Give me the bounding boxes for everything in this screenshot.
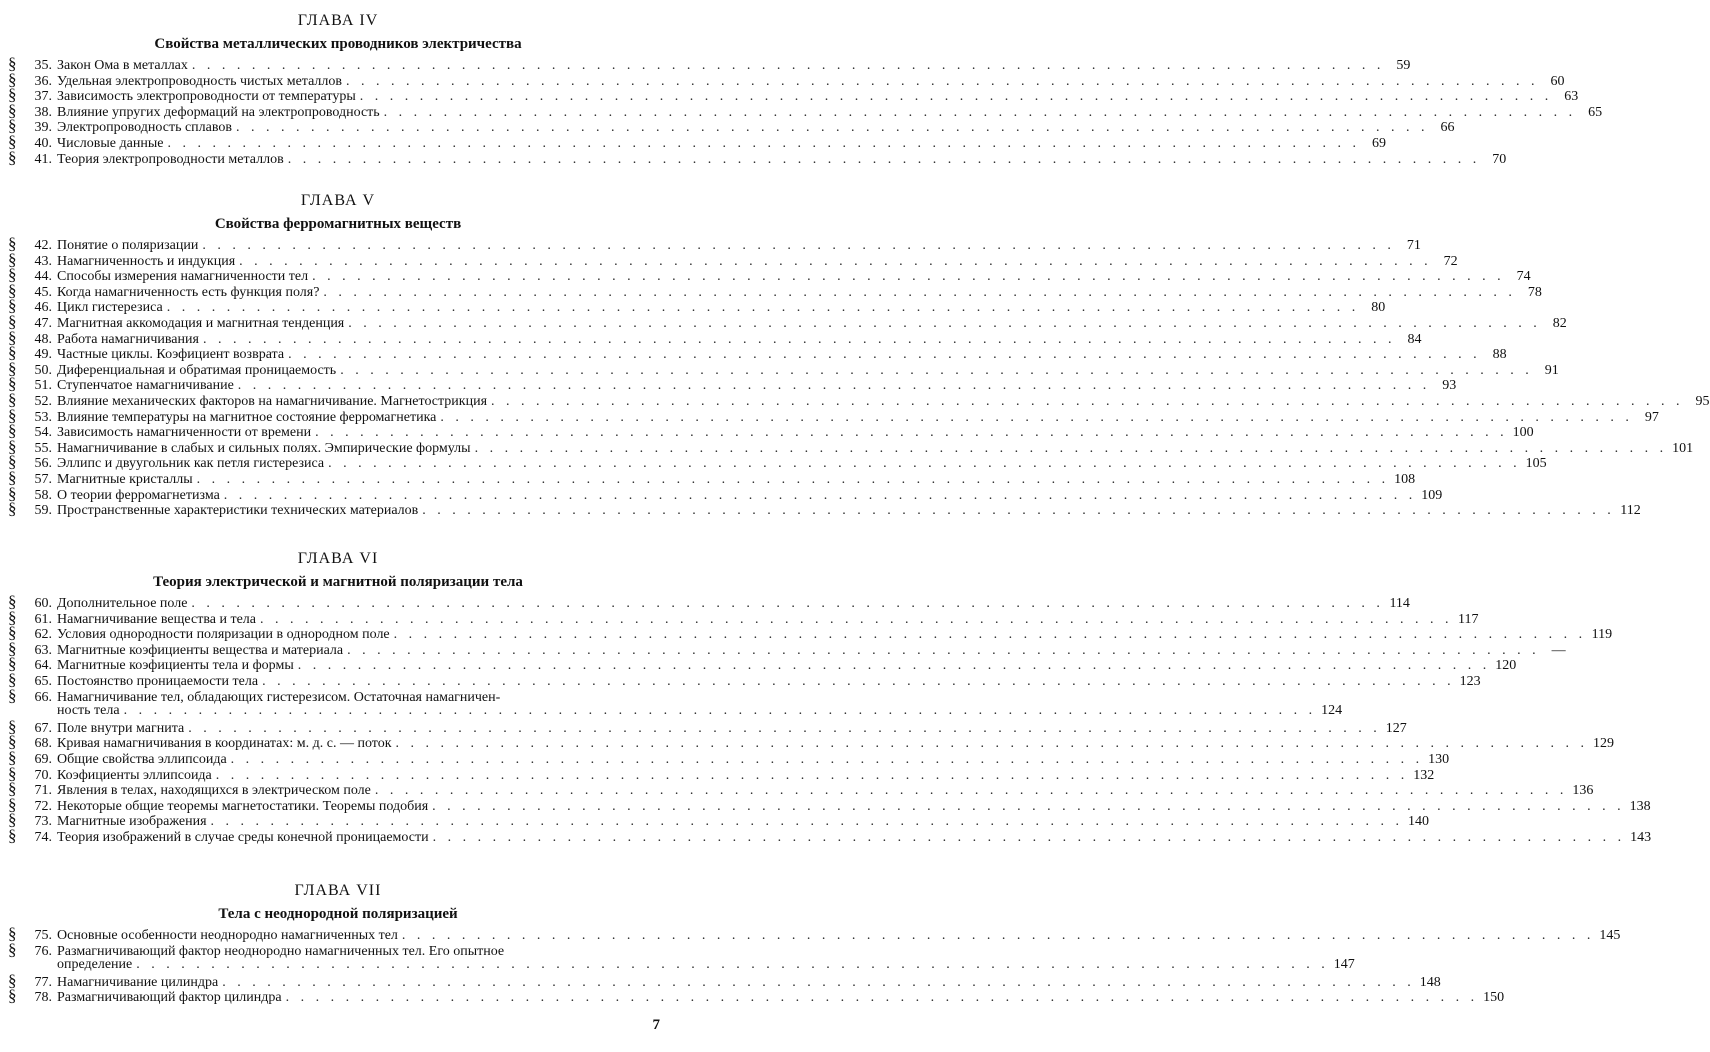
- dot-leader: . . . . . . . . . . . . . . . . . . . . . . . . . . . . . . . . . . . . . . . . . . . . . . . . . . . . . . . . . . . . . . . . . . . . . . . . . . . . . . . .: [491, 393, 1684, 409]
- entry-title: Коэфициенты эллипсоида: [57, 767, 212, 783]
- dot-leader: . . . . . . . . . . . . . . . . . . . . . . . . . . . . . . . . . . . . . . . . . . . . . . . . . . . . . . . . . . . . . . . . . . . . . . . . . . . . . . . .: [166, 300, 1360, 316]
- toc-entry[interactable]: [8, 638, 1566, 658]
- section-sign: §: [8, 669, 17, 689]
- entry-page: 84: [1407, 331, 1422, 347]
- entry-title: Пространственные характеристики технических материалов: [57, 503, 419, 519]
- entry-title: Кривая намагничивания в координатах: м. д. с. — поток: [57, 736, 392, 752]
- toc-entry[interactable]: [8, 483, 1443, 503]
- entry-page: 70: [1492, 151, 1507, 167]
- toc-entry[interactable]: [8, 131, 1386, 151]
- entry-title: Основные особенности неоднородно намагниченных тел: [57, 928, 398, 943]
- toc-entry[interactable]: [8, 343, 1507, 363]
- entry-page: 95: [1695, 393, 1710, 409]
- dot-leader: . . . . . . . . . . . . . . . . . . . . . . . . . . . . . . . . . . . . . . . . . . . . . . . . . . . . . . . . . . . . . . . . . . . . . . . . . . . . . . . .: [191, 596, 1384, 611]
- chapter-block: [0, 548, 1652, 845]
- entry-title: Теория изображений в случае среды конечной проницаемости: [57, 829, 429, 845]
- entry-page: 109: [1421, 487, 1443, 503]
- dot-leader: . . . . . . . . . . . . . . . . . . . . . . . . . . . . . . . . . . . . . . . . . . . . . . . . . . . . . . . . . . . . . . . . . . . . . . . . . . . . . . . .: [223, 487, 1417, 503]
- toc-entry[interactable]: [8, 389, 1710, 409]
- dot-leader: . . . . . . . . . . . . . . . . . . . . . . . . . . . . . . . . . . . . . . . . . . . . . . . . . . . . . . . . . . . . . . . . . . . . . . . . . . . . . . . .: [235, 120, 1429, 136]
- dot-leader: . . . . . . . . . . . . . . . . . . . . . . . . . . . . . . . . . . . . . . . . . . . . . . . . . . . . . . . . . . . . . . . . . . . . . . . . . . . . . . . .: [347, 642, 1540, 658]
- section-sign: §: [8, 638, 17, 658]
- toc-entry[interactable]: [8, 436, 1694, 456]
- entry-title: Намагничивание вещества и тела: [57, 611, 256, 627]
- section-sign: §: [8, 467, 17, 487]
- entry-title: Способы измерения намагниченности тел: [57, 269, 309, 285]
- entry-number: 47.: [34, 315, 52, 331]
- chapter-title: Тела с неоднородной поляризацией: [218, 906, 458, 922]
- section-sign: §: [8, 100, 17, 120]
- toc-entry[interactable]: [8, 732, 1615, 752]
- entry-number: 56.: [34, 456, 52, 472]
- section-sign: §: [8, 249, 17, 269]
- toc-entry[interactable]: [8, 924, 1621, 943]
- entry-page: —: [1551, 642, 1566, 658]
- entry-title: Влияние механических факторов на намагничивание. Магнетострикция: [57, 393, 488, 409]
- section-sign: §: [8, 147, 17, 167]
- entry-number: 69.: [34, 751, 52, 767]
- toc-entry[interactable]: [8, 327, 1422, 347]
- entry-page: 74: [1516, 269, 1531, 285]
- dot-leader: . . . . . . . . . . . . . . . . . . . . . . . . . . . . . . . . . . . . . . . . . . . . . . . . . . . . . . . . . . . . . . . . . . . . . . . . . . . . . . . .: [262, 673, 1455, 689]
- section-sign: §: [8, 685, 17, 705]
- entry-title: Намагниченность и индукция: [57, 253, 236, 269]
- toc-entry[interactable]: [8, 85, 1579, 105]
- entry-title: Размагничивающий фактор цилиндра: [57, 990, 282, 1006]
- entry-number: 51.: [34, 378, 52, 394]
- entry-number: 65.: [34, 673, 52, 689]
- dot-leader: . . . . . . . . . . . . . . . . . . . . . . . . . . . . . . . . . . . . . . . . . . . . . . . . . . . . . . . . . . . . . . . . . . . . . . . . . . . . . . . .: [474, 440, 1668, 456]
- section-sign: §: [8, 69, 17, 89]
- toc-entry[interactable]: [8, 452, 1547, 472]
- section-sign: §: [8, 716, 17, 736]
- dot-leader: . . . . . . . . . . . . . . . . . . . . . . . . . . . . . . . . . . . . . . . . . . . . . . . . . . . . . . . . . . . . . . . . . . . . . . . . . . . . . . . .: [359, 89, 1553, 105]
- entry-number: 73.: [34, 814, 52, 830]
- section-sign: §: [8, 970, 17, 990]
- entry-number: 72.: [34, 798, 52, 814]
- chapter-title: Свойства металлических проводников электричества: [154, 36, 522, 52]
- entry-page: 140: [1408, 814, 1430, 830]
- dot-leader: . . . . . . . . . . . . . . . . . . . . . . . . . . . . . . . . . . . . . . . . . . . . . . . . . . . . . . . . . . . . . . . . . . . . . . . . . . . . . . . .: [136, 957, 1329, 973]
- entry-title: Общие свойства эллипсоида: [57, 751, 227, 767]
- chapter-block: [0, 10, 1603, 167]
- section-sign: §: [8, 327, 17, 347]
- entry-number: 49.: [34, 347, 52, 363]
- entry-number: 37.: [34, 89, 52, 105]
- entry-page: 132: [1413, 767, 1435, 783]
- entry-page: 91: [1544, 362, 1559, 378]
- toc-entry[interactable]: [8, 607, 1479, 627]
- entry-title: Магнитная аккомодация и магнитная тенденция: [57, 315, 345, 331]
- dot-leader: . . . . . . . . . . . . . . . . . . . . . . . . . . . . . . . . . . . . . . . . . . . . . . . . . . . . . . . . . . . . . . . . . . . . . . . . . . . . . . . .: [188, 720, 1381, 736]
- entry-title-continued: ность тела: [57, 703, 120, 719]
- entry-number: 39.: [34, 120, 52, 136]
- entry-number: 57.: [34, 471, 52, 487]
- entry-page: 82: [1552, 315, 1567, 331]
- dot-leader: . . . . . . . . . . . . . . . . . . . . . . . . . . . . . . . . . . . . . . . . . . . . . . . . . . . . . . . . . . . . . . . . . . . . . . . . . . . . . . . .: [191, 58, 1385, 73]
- toc-entry[interactable]: [8, 654, 1517, 674]
- section-sign: §: [8, 405, 17, 425]
- entry-page: 147: [1333, 957, 1355, 973]
- entry-list: [0, 234, 1710, 519]
- toc-entry[interactable]: [8, 234, 1421, 253]
- section-sign: §: [8, 794, 17, 814]
- section-sign: §: [8, 116, 17, 136]
- entry-page: 100: [1512, 425, 1534, 441]
- entry-number: 45.: [34, 284, 52, 300]
- dot-leader: . . . . . . . . . . . . . . . . . . . . . . . . . . . . . . . . . . . . . . . . . . . . . . . . . . . . . . . . . . . . . . . . . . . . . . . . . . . . . . . .: [323, 284, 1516, 300]
- dot-leader: . . . . . . . . . . . . . . . . . . . . . . . . . . . . . . . . . . . . . . . . . . . . . . . . . . . . . . . . . . . . . . . . . . . . . . . . . . . . . . . .: [440, 409, 1633, 425]
- toc-entry[interactable]: [8, 825, 1652, 845]
- entry-number: 46.: [34, 300, 52, 316]
- toc-entry[interactable]: [8, 763, 1435, 783]
- entry-number: 68.: [34, 736, 52, 752]
- entry-number: 76.: [34, 943, 52, 959]
- section-sign: §: [8, 85, 17, 105]
- toc-entry[interactable]: [8, 249, 1458, 269]
- entry-number: 42.: [34, 238, 52, 253]
- section-sign: §: [8, 452, 17, 472]
- entry-page: 108: [1394, 471, 1416, 487]
- entry-title: Магнитные изображения: [57, 814, 207, 830]
- entry-page: 101: [1672, 440, 1694, 456]
- entry-page: 105: [1525, 456, 1547, 472]
- entry-title: Числовые данные: [57, 135, 164, 151]
- entry-number: 41.: [34, 151, 52, 167]
- entry-page: 120: [1495, 658, 1517, 674]
- dot-leader: . . . . . . . . . . . . . . . . . . . . . . . . . . . . . . . . . . . . . . . . . . . . . . . . . . . . . . . . . . . . . . . . . . . . . . . . . . . . . . . .: [287, 151, 1481, 167]
- section-sign: §: [8, 311, 17, 331]
- entry-title: Теория электропроводности металлов: [57, 151, 284, 167]
- entry-title: Магнитные кристаллы: [57, 471, 193, 487]
- chapter-heading: ГЛАВА IV: [297, 12, 379, 29]
- entry-number: 67.: [34, 720, 52, 736]
- toc-entry[interactable]: [8, 499, 1641, 519]
- dot-leader: . . . . . . . . . . . . . . . . . . . . . . . . . . . . . . . . . . . . . . . . . . . . . . . . . . . . . . . . . . . . . . . . . . . . . . . . . . . . . . . .: [123, 703, 1317, 719]
- entry-number: 66.: [34, 689, 52, 705]
- entry-title: Зависимость электропроводности от температуры: [57, 89, 356, 105]
- chapter-heading: ГЛАВА VI: [297, 550, 379, 567]
- entry-page: 145: [1599, 928, 1621, 943]
- entry-number: 43.: [34, 253, 52, 269]
- entry-page: 60: [1550, 73, 1565, 89]
- dot-leader: . . . . . . . . . . . . . . . . . . . . . . . . . . . . . . . . . . . . . . . . . . . . . . . . . . . . . . . . . . . . . . . . . . . . . . . . . . . . . . . .: [383, 104, 1577, 120]
- section-sign: §: [8, 265, 17, 285]
- entry-title: Магнитные коэфициенты вещества и материала: [57, 642, 344, 658]
- entry-title: Цикл гистерезиса: [57, 300, 163, 316]
- toc-entry[interactable]: [8, 970, 1441, 990]
- entry-title: Ступенчатое намагничивание: [57, 378, 234, 394]
- entry-page: 124: [1321, 703, 1343, 719]
- entry-page: 119: [1591, 627, 1613, 643]
- entry-number: 61.: [34, 611, 52, 627]
- dot-leader: . . . . . . . . . . . . . . . . . . . . . . . . . . . . . . . . . . . . . . . . . . . . . . . . . . . . . . . . . . . . . . . . . . . . . . . . . . . . . . . .: [432, 829, 1626, 845]
- entry-number: 78.: [34, 990, 52, 1006]
- section-sign: §: [8, 54, 17, 73]
- entry-page: 130: [1428, 751, 1450, 767]
- chapter-title: Свойства ферромагнитных веществ: [214, 216, 462, 232]
- entry-number: 71.: [34, 783, 52, 799]
- entry-title: Размагничивающий фактор неоднородно намагниченных тел. Его опытное: [57, 943, 505, 959]
- toc-entry[interactable]: [8, 54, 1411, 73]
- entry-number: 44.: [34, 269, 52, 285]
- toc-entry[interactable]: [8, 69, 1565, 89]
- entry-number: 36.: [34, 73, 52, 89]
- dot-leader: . . . . . . . . . . . . . . . . . . . . . . . . . . . . . . . . . . . . . . . . . . . . . . . . . . . . . . . . . . . . . . . . . . . . . . . . . . . . . . . .: [422, 503, 1615, 519]
- section-sign: §: [8, 607, 17, 627]
- entry-title: Удельная электропроводность чистых металлов: [57, 73, 343, 89]
- dot-leader: . . . . . . . . . . . . . . . . . . . . . . . . . . . . . . . . . . . . . . . . . . . . . . . . . . . . . . . . . . . . . . . . . . . . . . . . . . . . . . . .: [401, 928, 1595, 943]
- entry-number: 77.: [34, 974, 52, 990]
- entry-number: 52.: [34, 393, 52, 409]
- entry-page: 112: [1620, 503, 1641, 519]
- entry-number: 50.: [34, 362, 52, 378]
- toc-entry[interactable]: [8, 986, 1505, 1006]
- entry-title: Электропроводность сплавов: [57, 120, 232, 136]
- dot-leader: . . . . . . . . . . . . . . . . . . . . . . . . . . . . . . . . . . . . . . . . . . . . . . . . . . . . . . . . . . . . . . . . . . . . . . . . . . . . . . . .: [196, 471, 1390, 487]
- toc-entry[interactable]: [8, 147, 1507, 167]
- section-sign: §: [8, 280, 17, 300]
- toc-entry[interactable]: [8, 685, 1343, 719]
- section-sign: §: [8, 592, 17, 611]
- entry-page: 59: [1396, 58, 1411, 73]
- entry-title: Явления в телах, находящихся в электрическом поле: [57, 783, 371, 799]
- dot-leader: . . . . . . . . . . . . . . . . . . . . . . . . . . . . . . . . . . . . . . . . . . . . . . . . . . . . . . . . . . . . . . . . . . . . . . . . . . . . . . . .: [340, 362, 1533, 378]
- dot-leader: . . . . . . . . . . . . . . . . . . . . . . . . . . . . . . . . . . . . . . . . . . . . . . . . . . . . . . . . . . . . . . . . . . . . . . . . . . . . . . . .: [348, 315, 1541, 331]
- section-sign: §: [8, 483, 17, 503]
- dot-leader: . . . . . . . . . . . . . . . . . . . . . . . . . . . . . . . . . . . . . . . . . . . . . . . . . . . . . . . . . . . . . . . . . . . . . . . . . . . . . . . .: [202, 238, 1395, 253]
- entry-title: Намагничивание тел, обладающих гистерезисом. Остаточная намагничен-: [57, 689, 501, 705]
- dot-leader: . . . . . . . . . . . . . . . . . . . . . . . . . . . . . . . . . . . . . . . . . . . . . . . . . . . . . . . . . . . . . . . . . . . . . . . . . . . . . . . .: [393, 627, 1587, 643]
- toc-entry[interactable]: [8, 311, 1567, 331]
- entry-list: [0, 592, 1652, 845]
- entry-title: Частные циклы. Коэфициент возврата: [57, 347, 285, 363]
- entry-number: 48.: [34, 331, 52, 347]
- dot-leader: . . . . . . . . . . . . . . . . . . . . . . . . . . . . . . . . . . . . . . . . . . . . . . . . . . . . . . . . . . . . . . . . . . . . . . . . . . . . . . . .: [259, 611, 1453, 627]
- toc-entry[interactable]: [8, 296, 1386, 316]
- dot-leader: . . . . . . . . . . . . . . . . . . . . . . . . . . . . . . . . . . . . . . . . . . . . . . . . . . . . . . . . . . . . . . . . . . . . . . . . . . . . . . . .: [328, 456, 1521, 472]
- section-sign: §: [8, 131, 17, 151]
- section-sign: §: [8, 747, 17, 767]
- chapter-block: [0, 880, 1621, 1006]
- entry-page: 69: [1371, 135, 1386, 151]
- section-sign: §: [8, 986, 17, 1006]
- section-sign: §: [8, 810, 17, 830]
- toc-entry[interactable]: [8, 374, 1457, 394]
- entry-number: 62.: [34, 627, 52, 643]
- entry-list: [0, 924, 1621, 1006]
- entry-title: Работа намагничивания: [57, 331, 199, 347]
- entry-page: 72: [1443, 253, 1458, 269]
- entry-title: Диференциальная и обратимая проницаемость: [57, 362, 337, 378]
- dot-leader: . . . . . . . . . . . . . . . . . . . . . . . . . . . . . . . . . . . . . . . . . . . . . . . . . . . . . . . . . . . . . . . . . . . . . . . . . . . . . . . .: [167, 135, 1360, 151]
- entry-number: 64.: [34, 658, 52, 674]
- section-sign: §: [8, 654, 17, 674]
- toc-entry[interactable]: [8, 280, 1542, 300]
- dot-leader: . . . . . . . . . . . . . . . . . . . . . . . . . . . . . . . . . . . . . . . . . . . . . . . . . . . . . . . . . . . . . . . . . . . . . . . . . . . . . . . .: [285, 990, 1479, 1006]
- toc-entry[interactable]: [8, 794, 1651, 814]
- entry-number: 53.: [34, 409, 52, 425]
- chapter-block: [0, 190, 1710, 519]
- dot-leader: . . . . . . . . . . . . . . . . . . . . . . . . . . . . . . . . . . . . . . . . . . . . . . . . . . . . . . . . . . . . . . . . . . . . . . . . . . . . . . . .: [297, 658, 1491, 674]
- entry-number: 63.: [34, 642, 52, 658]
- section-sign: §: [8, 234, 17, 253]
- dot-leader: . . . . . . . . . . . . . . . . . . . . . . . . . . . . . . . . . . . . . . . . . . . . . . . . . . . . . . . . . . . . . . . . . . . . . . . . . . . . . . . .: [432, 798, 1625, 814]
- entry-number: 60.: [34, 596, 52, 611]
- section-sign: §: [8, 358, 17, 378]
- toc-entry[interactable]: [8, 358, 1559, 378]
- entry-page: 150: [1483, 990, 1505, 1006]
- entry-title: Когда намагниченность есть функция поля?: [57, 284, 320, 300]
- section-sign: §: [8, 499, 17, 519]
- entry-page: 93: [1442, 378, 1457, 394]
- toc-entry[interactable]: [8, 716, 1407, 736]
- entry-page: 63: [1564, 89, 1579, 105]
- entry-page: 78: [1527, 284, 1542, 300]
- section-sign: §: [8, 389, 17, 409]
- toc-entry[interactable]: [8, 592, 1410, 611]
- entry-title: Поле внутри магнита: [57, 720, 185, 736]
- toc-entry[interactable]: [8, 623, 1613, 643]
- toc-entry[interactable]: [8, 747, 1450, 767]
- entry-page: 71: [1406, 238, 1421, 253]
- entry-page: 138: [1629, 798, 1651, 814]
- toc-entry[interactable]: [8, 405, 1659, 425]
- dot-leader: . . . . . . . . . . . . . . . . . . . . . . . . . . . . . . . . . . . . . . . . . . . . . . . . . . . . . . . . . . . . . . . . . . . . . . . . . . . . . . . .: [222, 974, 1415, 990]
- section-sign: §: [8, 763, 17, 783]
- entry-title: Намагничивание цилиндра: [57, 974, 219, 990]
- entry-page: 127: [1385, 720, 1407, 736]
- entry-page: 136: [1572, 783, 1594, 799]
- entry-number: 59.: [34, 503, 52, 519]
- section-sign: §: [8, 343, 17, 363]
- entry-title: Влияние упругих деформаций на электропроводность: [57, 104, 380, 120]
- toc-entry[interactable]: [8, 810, 1430, 830]
- section-sign: §: [8, 623, 17, 643]
- entry-number: 40.: [34, 135, 52, 151]
- section-sign: §: [8, 421, 17, 441]
- chapter-heading: ГЛАВА VII: [294, 882, 382, 899]
- entry-page: 148: [1419, 974, 1441, 990]
- entry-title-continued: определение: [57, 957, 133, 973]
- dot-leader: . . . . . . . . . . . . . . . . . . . . . . . . . . . . . . . . . . . . . . . . . . . . . . . . . . . . . . . . . . . . . . . . . . . . . . . . . . . . . . . .: [239, 253, 1432, 269]
- section-sign: §: [8, 296, 17, 316]
- entry-page: 97: [1644, 409, 1659, 425]
- section-sign: §: [8, 924, 17, 943]
- section-sign: §: [8, 825, 17, 845]
- entry-title: Закон Ома в металлах: [57, 58, 188, 73]
- section-sign: §: [8, 732, 17, 752]
- entry-number: 70.: [34, 767, 52, 783]
- entry-page: 143: [1630, 829, 1652, 845]
- section-sign: §: [8, 374, 17, 394]
- dot-leader: . . . . . . . . . . . . . . . . . . . . . . . . . . . . . . . . . . . . . . . . . . . . . . . . . . . . . . . . . . . . . . . . . . . . . . . . . . . . . . . .: [346, 73, 1539, 89]
- toc-entry[interactable]: [8, 779, 1594, 799]
- entry-title: Постоянство проницаемости тела: [57, 673, 259, 689]
- entry-title: Понятие о поляризации: [57, 238, 199, 253]
- section-sign: §: [8, 436, 17, 456]
- entry-number: 55.: [34, 440, 52, 456]
- entry-page: 117: [1458, 611, 1479, 627]
- entry-title: Влияние температуры на магнитное состояние ферромагнетика: [57, 409, 437, 425]
- toc-entry[interactable]: [8, 939, 1355, 973]
- entry-page: 123: [1459, 673, 1481, 689]
- entry-title: Зависимость намагниченности от времени: [57, 425, 312, 441]
- dot-leader: . . . . . . . . . . . . . . . . . . . . . . . . . . . . . . . . . . . . . . . . . . . . . . . . . . . . . . . . . . . . . . . . . . . . . . . . . . . . . . . .: [210, 814, 1404, 830]
- dot-leader: . . . . . . . . . . . . . . . . . . . . . . . . . . . . . . . . . . . . . . . . . . . . . . . . . . . . . . . . . . . . . . . . . . . . . . . . . . . . . . . .: [374, 783, 1568, 799]
- dot-leader: . . . . . . . . . . . . . . . . . . . . . . . . . . . . . . . . . . . . . . . . . . . . . . . . . . . . . . . . . . . . . . . . . . . . . . . . . . . . . . . .: [288, 347, 1481, 363]
- entry-number: 54.: [34, 425, 52, 441]
- chapter-heading: ГЛАВА V: [300, 192, 376, 209]
- entry-page: 114: [1389, 596, 1410, 611]
- page-number: 7: [652, 1017, 660, 1033]
- dot-leader: . . . . . . . . . . . . . . . . . . . . . . . . . . . . . . . . . . . . . . . . . . . . . . . . . . . . . . . . . . . . . . . . . . . . . . . . . . . . . . . .: [395, 736, 1589, 752]
- toc-entry[interactable]: [8, 467, 1416, 487]
- entry-title: Намагничивание в слабых и сильных полях. Эмпирические формулы: [57, 440, 471, 456]
- entry-page: 88: [1492, 347, 1507, 363]
- entry-page: 65: [1588, 104, 1603, 120]
- dot-leader: . . . . . . . . . . . . . . . . . . . . . . . . . . . . . . . . . . . . . . . . . . . . . . . . . . . . . . . . . . . . . . . . . . . . . . . . . . . . . . . .: [312, 269, 1505, 285]
- entry-number: 75.: [34, 928, 52, 943]
- dot-leader: . . . . . . . . . . . . . . . . . . . . . . . . . . . . . . . . . . . . . . . . . . . . . . . . . . . . . . . . . . . . . . . . . . . . . . . . . . . . . . . .: [215, 767, 1409, 783]
- entry-number: 35.: [34, 58, 52, 73]
- entry-title: Магнитные коэфициенты тела и формы: [57, 658, 294, 674]
- entry-number: 58.: [34, 487, 52, 503]
- entry-number: 38.: [34, 104, 52, 120]
- entry-title: Эллипс и двуугольник как петля гистерезиса: [57, 456, 325, 472]
- entry-title: Некоторые общие теоремы магнетостатики. Теоремы подобия: [57, 798, 429, 814]
- section-sign: §: [8, 779, 17, 799]
- dot-leader: . . . . . . . . . . . . . . . . . . . . . . . . . . . . . . . . . . . . . . . . . . . . . . . . . . . . . . . . . . . . . . . . . . . . . . . . . . . . . . . .: [315, 425, 1508, 441]
- entry-page: 129: [1593, 736, 1615, 752]
- toc-entry[interactable]: [8, 669, 1481, 689]
- toc-entry[interactable]: [8, 116, 1455, 136]
- entry-list: [0, 54, 1603, 167]
- toc-entry[interactable]: [8, 421, 1534, 441]
- toc-entry[interactable]: [8, 265, 1531, 285]
- entry-page: 66: [1440, 120, 1455, 136]
- entry-title: О теории ферромагнетизма: [57, 487, 220, 503]
- entry-title: Условия однородности поляризации в однородном поле: [57, 627, 390, 643]
- entry-number: 74.: [34, 829, 52, 845]
- toc-entry[interactable]: [8, 100, 1603, 120]
- section-sign: §: [8, 939, 17, 959]
- chapter-title: Теория электрической и магнитной поляризации тела: [153, 574, 523, 590]
- dot-leader: . . . . . . . . . . . . . . . . . . . . . . . . . . . . . . . . . . . . . . . . . . . . . . . . . . . . . . . . . . . . . . . . . . . . . . . . . . . . . . . .: [237, 378, 1431, 394]
- dot-leader: . . . . . . . . . . . . . . . . . . . . . . . . . . . . . . . . . . . . . . . . . . . . . . . . . . . . . . . . . . . . . . . . . . . . . . . . . . . . . . . .: [202, 331, 1396, 347]
- entry-title: Дополнительное поле: [57, 596, 188, 611]
- entry-page: 80: [1371, 300, 1386, 316]
- dot-leader: . . . . . . . . . . . . . . . . . . . . . . . . . . . . . . . . . . . . . . . . . . . . . . . . . . . . . . . . . . . . . . . . . . . . . . . . . . . . . . . .: [230, 751, 1424, 767]
